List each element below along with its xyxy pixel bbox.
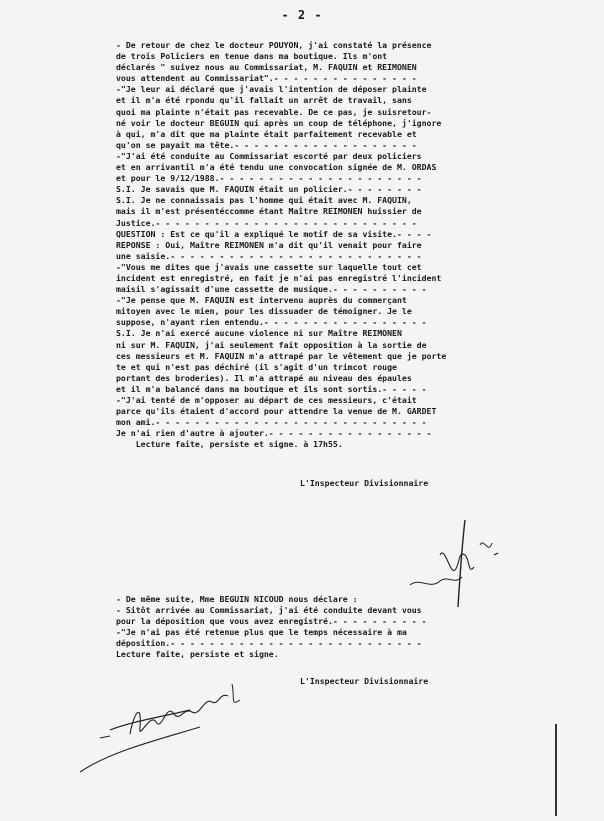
statement-1-line: portant des broderies). Il m'a attrapé au niveau des épaules xyxy=(116,372,412,383)
statement-1-line: né voir le docteur BEGUIN qui après un coup de téléphone, j'ignore xyxy=(116,117,442,128)
statement-1-line: mitoyen avec le mien, pour les dissuader de témoigner. Je le xyxy=(116,306,412,317)
statement-1-line: suppose, n'ayant rien entendu.- - - - - - - - - - - - - - - - - xyxy=(116,317,427,328)
statement-block-1 xyxy=(116,40,496,450)
statement-1-line: S.I. Je n'ai exercé aucune violence ni sur Maître REIMONEN xyxy=(116,328,402,339)
statement-1-line: incident est enregistré, en fait je n'ai pas enregistré l'incident xyxy=(116,272,442,283)
statement-2-line: déposition.- - - - - - - - - - - - - - - - - - - - - - - - - - xyxy=(116,638,422,649)
declarant-signature-scribble xyxy=(70,672,270,782)
statement-1-line: REPONSE : Oui, Maître REIMONEN m'a dit qu'il venait pour faire xyxy=(116,239,422,250)
statement-1-line: maisil s'agissait d'une cassette de musique.- - - - - - - - - - xyxy=(116,284,427,295)
statement-1-line: -"Je leur ai déclaré que j'avais l'intention de déposer plainte xyxy=(116,84,427,95)
statement-1-line: quoi ma plainte n'était pas recevable. De ce pas, je suisretour- xyxy=(116,106,432,117)
statement-1-line: -"J'ai tenté de m'opposer au départ de ces messieurs, c'était xyxy=(116,395,417,405)
statement-1-line: ni sur M. FAQUIN, j'ai seulement fait opposition à la sortie de xyxy=(116,339,427,350)
inspector-signature-label-1: L'Inspecteur Divisionnaire xyxy=(300,478,429,488)
statement-1-line: te et qui n'est pas déchiré (il s'agit d'un trimcot rouge xyxy=(116,361,397,372)
statement-2-line: -"Je n'ai pas été retenue plus que le temps nécessaire à ma xyxy=(116,627,407,638)
statement-1-line: Justice.- - - - - - - - - - - - - - - - - - - - - - - - - - - xyxy=(116,217,417,228)
statement-1-line: Lecture faite, persiste et signe. à 17h55. xyxy=(116,439,343,450)
statement-1-line: -"J'ai été conduite au Commissariat escorté par deux policiers xyxy=(116,150,422,161)
statement-1-line: et il m'a balancé dans ma boutique et ils sont sortis.- - - - - xyxy=(116,383,427,394)
statement-2-line: Lecture faite, persiste et signe. xyxy=(116,649,279,660)
statement-block-2 xyxy=(116,594,496,661)
statement-1-line: - De retour de chez le docteur POUYON, j'ai constaté la présence xyxy=(116,40,432,50)
statement-1-line: QUESTION : Est ce qu'il a expliqué le motif de sa visite.- - - - xyxy=(116,228,432,239)
statement-2-line: - De même suite, Mme BEGUIN NICOUD nous déclare : xyxy=(116,594,358,604)
statement-1-line: mon ami.- - - - - - - - - - - - - - - - - - - - - - - - - - - - xyxy=(116,417,427,428)
statement-1-line: mais il m'est présentéccomme étant Maître REIMONEN huissier de xyxy=(116,206,422,217)
statement-2-line: - Sitôt arrivée au Commissariat, j'ai été conduite devant vous xyxy=(116,605,422,616)
statement-1-line: et pour le 9/12/1988.- - - - - - - - - - - - - - - - - - - - - xyxy=(116,173,422,184)
statement-1-line: vous attendent au Commissariat".- - - - - - - - - - - - - - - xyxy=(116,73,417,84)
statement-1-line: -"Vous me dites que j'avais une cassette sur laquelle tout cet xyxy=(116,261,422,272)
statement-1-line: parce qu'ils étaient d'accord pour attendre la venue de M. GARDET xyxy=(116,406,437,417)
statement-1-line: de trois Policiers en tenue dans ma boutique. Ils m'ont xyxy=(116,51,388,62)
statement-1-line: -"Je pense que M. FAQUIN est intervenu auprès du commerçant xyxy=(116,295,407,306)
statement-1-line: à qui, m'a dit que ma plainte était parfaitement recevable et xyxy=(116,128,417,139)
statement-1-line: ces messieurs et M. FAQUIN m'a attrapé par le vêtement que je porte xyxy=(116,350,447,361)
statement-1-line: et il m'a été rpondu qu'il fallait un arrêt de travail, sans xyxy=(116,95,412,106)
statement-1-line: une saisie.- - - - - - - - - - - - - - - - - - - - - - - - - - xyxy=(116,250,422,261)
statement-1-line: déclarés " suivez nous au Commissariat, M. FAQUIN et REIMONEN xyxy=(116,62,417,73)
statement-1-line: S.I. Je savais que M. FAQUIN était un policier.- - - - - - - - xyxy=(116,184,422,195)
statement-1-line: Je n'ai rien d'autre à ajouter.- - - - - - - - - - - - - - - - - xyxy=(116,428,432,439)
statement-1-line: S.I. Je ne connaissais pas l'homme qui était avec M. FAQUIN, xyxy=(116,195,412,206)
statement-1-line: et en arrivantil m'a été tendu une convocation signée de M. ORDAS xyxy=(116,162,437,173)
inspector-signature-label-2: L'Inspecteur Divisionnaire xyxy=(300,676,429,686)
statement-2-line: pour la déposition que vous avez enregistré.- - - - - - - - - - xyxy=(116,616,427,627)
page-number: - 2 - xyxy=(281,8,323,22)
statement-1-line: qu'on se payait ma tête.- - - - - - - - - - - - - - - - - - - xyxy=(116,139,417,150)
margin-vertical-line xyxy=(555,724,557,816)
